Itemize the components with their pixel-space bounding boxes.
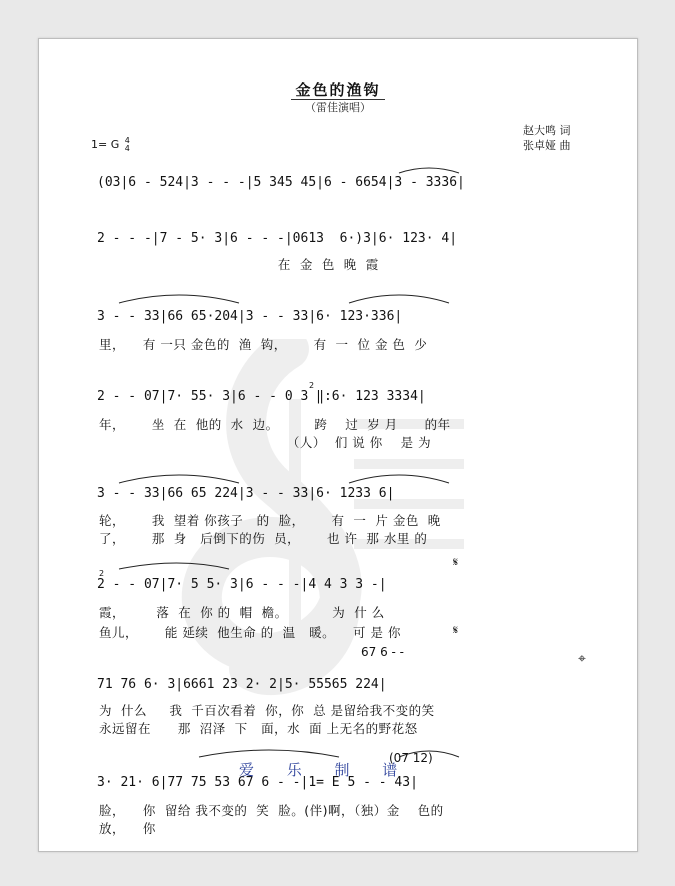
lyricist: 赵大鸣 词	[523, 124, 571, 137]
slur-lines	[39, 39, 637, 851]
song-title: 金色的渔钩	[39, 79, 637, 100]
lyric-row-5b: 了， 那 身 后倒下的伤 员， 也 许 那 水里 的	[99, 531, 428, 546]
lyric-row-7a: 为 什么 我 千百次看着 你，你 总 是留给我不变的笑	[99, 703, 435, 718]
lyric-row-6a: 霞， 落 在 你 的 帽 檐。 为 什 么	[99, 605, 385, 620]
lyric-row-4a: 年， 坐 在 他的 水 边。 跨 过 岁 月 的年	[99, 417, 451, 432]
lyric-row-5a: 轮， 我 望着 你孩子 的 脸， 有 一 片 金色 晚	[99, 513, 441, 528]
notation-row-4: 2 - - 07|7· 55· 3|6 - - 0 3 ‖:6· 123 3334|	[97, 389, 426, 404]
composer: 张卓娅 曲	[523, 139, 571, 152]
notation-row-5: 3 - - 33|66 65 224|3 - - 33|6· 1233 6|	[97, 486, 395, 501]
coda-sign: ⌖	[578, 651, 586, 667]
lyric-row-3a: 里， 有 一只 金色的 渔 钩， 有 一 位 金 色 少	[99, 337, 428, 352]
notation-row-2: 2 - - -|7 - 5· 3|6 - - -|0613 6·)3|6· 123· 4|	[97, 231, 458, 246]
lyric-row-6b: 鱼儿， 能 延续 他生命 的 温 暖。 可 是 你	[99, 625, 401, 640]
notation-row-7: 71 76 6· 3|6661 23 2· 2|5· 55565 224|	[97, 677, 387, 692]
notation-row-1: (03|6 - 524|3 - - -|5 345 45|6 - 6654|3 - 3336|	[97, 175, 465, 190]
segno-sign-2: 𝄋	[453, 623, 459, 637]
lyric-row-7b: 永远留在 那 沼泽 下 面，水 面 上无名的野花怒	[99, 721, 418, 736]
volta-mark-2: 2	[99, 569, 105, 578]
score-page	[38, 38, 638, 852]
lyric-row-2a: 在 金 色 晚 霞	[99, 257, 379, 272]
lyric-row-8a: 脸， 你 留给 我不变的 笑 脸。(伴)啊，（独）金 色的	[99, 803, 444, 818]
notation-row-3: 3 - - 33|66 65·204|3 - - 33|6· 123·336|	[97, 309, 403, 324]
inserted-phrase: 67 6 - -	[361, 645, 405, 659]
notation-row-8: 3· 21· 6|77 75 53 67 6 - -|1= E 5 - - 43|	[97, 775, 418, 790]
notation-row-6: 2 - - 07|7· 5 5· 3|6 - - -|4 4 3 3 -|	[97, 577, 387, 592]
volta-mark-1: 2	[309, 381, 315, 390]
watermark-stamp: 爱 乐 制 谱	[239, 761, 412, 779]
time-signature: 4 4	[124, 136, 130, 153]
segno-sign-1: 𝄋	[453, 555, 459, 569]
volta-notes: (07 12)	[389, 751, 433, 765]
lyric-row-4b: （人） 们 说 你 是 为	[99, 435, 432, 450]
key-label: 1= G	[91, 138, 120, 151]
lyric-row-8b: 放， 你	[99, 821, 156, 836]
performer-note: （雷佳演唱）	[305, 101, 371, 114]
